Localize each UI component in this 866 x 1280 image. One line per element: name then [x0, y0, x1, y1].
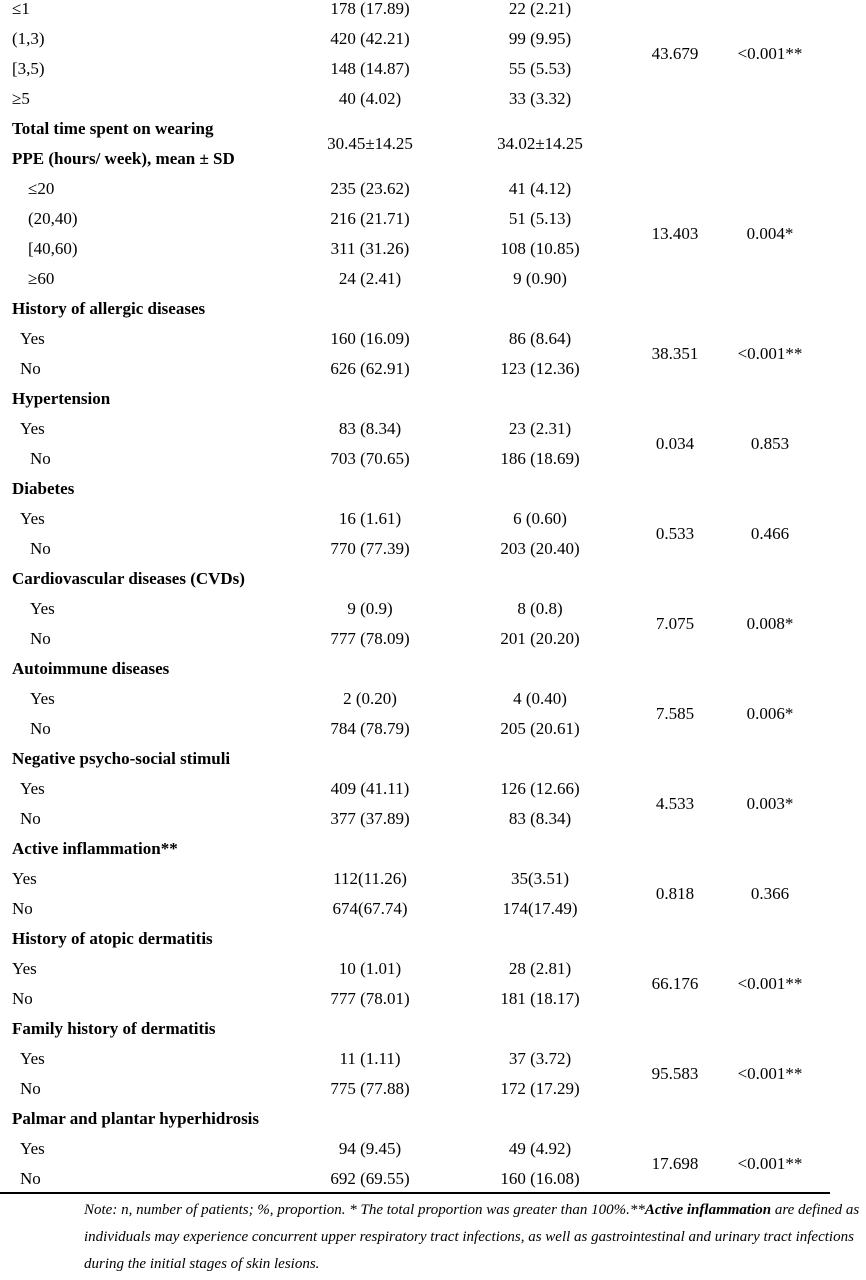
cell-col2: 37 (3.72) [508, 1049, 572, 1068]
cell-col2: 28 (2.81) [508, 959, 572, 978]
p-value: 0.006* [746, 704, 794, 723]
cell-col1: 83 (8.34) [338, 419, 402, 438]
cell-col2: 126 (12.66) [500, 779, 580, 798]
cell-col2: 9 (0.90) [513, 269, 567, 288]
p-value: 0.003* [746, 794, 794, 813]
row-label: ≤1 [12, 0, 30, 18]
cell-col1: 148 (14.87) [330, 59, 410, 78]
row-label: ≥60 [28, 269, 55, 288]
table-row [0, 174, 830, 204]
table-bottom-rule [0, 1192, 830, 1194]
cell-col2: 51 (5.13) [508, 209, 572, 228]
cell-col1: 777 (78.09) [330, 629, 410, 648]
cell-col2: 123 (12.36) [500, 359, 580, 378]
row-label: Palmar and plantar hyperhidrosis [12, 1109, 260, 1128]
chi-square-value: 38.351 [651, 344, 699, 363]
row-label: PPE (hours/ week), mean ± SD [12, 149, 235, 168]
row-label: Autoimmune diseases [12, 659, 170, 678]
row-label: Yes [20, 1139, 45, 1158]
cell-col2: 174(17.49) [502, 899, 578, 918]
row-label: No [12, 989, 33, 1008]
p-value: 0.466 [750, 524, 790, 543]
cell-col2: 49 (4.92) [508, 1139, 572, 1158]
row-label: [3,5) [12, 59, 45, 78]
cell-col2: 186 (18.69) [500, 449, 580, 468]
chi-square-value: 0.533 [655, 524, 695, 543]
cell-col1: 703 (70.65) [330, 449, 410, 468]
row-label: Yes [20, 509, 45, 528]
cell-col1: 235 (23.62) [330, 179, 410, 198]
cell-col1: 94 (9.45) [338, 1139, 402, 1158]
cell-col1: 770 (77.39) [330, 539, 410, 558]
cell-col1: 16 (1.61) [338, 509, 402, 528]
row-label: Hypertension [12, 389, 111, 408]
ppe-mean-col1: 30.45±14.25 [327, 134, 413, 153]
table-row [0, 84, 830, 114]
cell-col2: 160 (16.08) [500, 1169, 580, 1188]
cell-col1: 9 (0.9) [347, 599, 393, 618]
p-value: <0.001** [737, 1064, 803, 1083]
cell-col1: 112(11.26) [333, 869, 407, 888]
cell-col2: 41 (4.12) [508, 179, 572, 198]
chi-square-value: 17.698 [651, 1154, 699, 1173]
table-row [0, 0, 830, 24]
p-value: <0.001** [737, 974, 803, 993]
row-label: ≥5 [12, 89, 30, 108]
cell-col2: 23 (2.31) [508, 419, 572, 438]
note-prefix: Note: n, number of patients; %, proportion. * The total proportion was greater than 100%.** [84, 1202, 645, 1218]
note-suffix: are defined as individuals may experience concurrent upper respiratory tract infections, as well as gastrointestinal and urinary tract infections during the initial stages of skin lesions. [84, 1202, 860, 1272]
row-label: No [30, 449, 51, 468]
table-group-header [0, 1104, 830, 1134]
table-row [0, 264, 830, 294]
cell-col2: 172 (17.29) [500, 1079, 580, 1098]
row-label: Yes [30, 689, 55, 708]
row-label: No [20, 359, 41, 378]
table-group-header [0, 294, 830, 324]
cell-col2: 108 (10.85) [500, 239, 580, 258]
row-label: Yes [30, 599, 55, 618]
chi-square-value: 0.034 [655, 434, 695, 453]
chi-square-value: 4.533 [655, 794, 695, 813]
cell-col1: 178 (17.89) [330, 0, 410, 18]
cell-col1: 11 (1.11) [339, 1049, 401, 1068]
row-label: Diabetes [12, 479, 75, 498]
cell-col2: 35(3.51) [510, 869, 570, 888]
cell-col2: 205 (20.61) [500, 719, 580, 738]
table-group-header [0, 744, 830, 774]
row-label: No [30, 719, 51, 738]
cell-col1: 160 (16.09) [330, 329, 410, 348]
cell-col1: 692 (69.55) [330, 1169, 410, 1188]
p-value: <0.001** [737, 344, 803, 363]
row-label: Cardiovascular diseases (CVDs) [12, 569, 245, 588]
cell-col1: 777 (78.01) [330, 989, 410, 1008]
cell-col1: 216 (21.71) [330, 209, 410, 228]
p-value: 0.366 [750, 884, 790, 903]
row-label: Family history of dermatitis [12, 1019, 216, 1038]
table-group-header [0, 564, 830, 594]
cell-col2: 33 (3.32) [508, 89, 572, 108]
table-group-header [0, 384, 830, 414]
row-label: Yes [20, 1049, 45, 1068]
table-note [84, 1197, 864, 1278]
cell-col1: 2 (0.20) [343, 689, 397, 708]
chi-square-value: 66.176 [651, 974, 699, 993]
chi-square-value: 7.075 [655, 614, 695, 633]
row-label: No [20, 809, 41, 828]
cell-col2: 6 (0.60) [513, 509, 567, 528]
table-group-header [0, 834, 830, 864]
chi-square-value: 95.583 [651, 1064, 699, 1083]
cell-col2: 201 (20.20) [500, 629, 580, 648]
row-label: Negative psycho-social stimuli [12, 749, 231, 768]
row-label: No [30, 629, 51, 648]
cell-col2: 8 (0.8) [517, 599, 563, 618]
cell-col1: 409 (41.11) [330, 779, 410, 798]
chi-square-value: 43.679 [651, 44, 699, 63]
row-label: ≤20 [28, 179, 55, 198]
cell-col1: 775 (77.88) [330, 1079, 410, 1098]
table-group-header [0, 654, 830, 684]
chi-square-value: 0.818 [655, 884, 695, 903]
p-value: 0.853 [750, 434, 790, 453]
cell-col1: 784 (78.79) [330, 719, 410, 738]
row-label: Total time spent on wearing [12, 119, 214, 138]
cell-col2: 86 (8.64) [508, 329, 572, 348]
row-label: Yes [20, 329, 45, 348]
cell-col2: 203 (20.40) [500, 539, 580, 558]
ppe-mean-col2: 34.02±14.25 [497, 134, 583, 153]
row-label: No [20, 1079, 41, 1098]
row-label: Active inflammation** [12, 839, 178, 858]
chi-square-value: 7.585 [655, 704, 695, 723]
row-label: Yes [12, 959, 37, 978]
cell-col1: 420 (42.21) [330, 29, 410, 48]
row-label: (20,40) [28, 209, 78, 228]
cell-col1: 674(67.74) [332, 899, 408, 918]
row-label: (1,3) [12, 29, 45, 48]
p-value: 0.004* [746, 224, 794, 243]
note-bold-term: Active inflammation [644, 1202, 772, 1218]
row-label: No [30, 539, 51, 558]
p-value: <0.001** [737, 44, 803, 63]
cell-col1: 626 (62.91) [330, 359, 410, 378]
p-value: 0.008* [746, 614, 794, 633]
row-label: [40,60) [28, 239, 78, 258]
row-label: Yes [12, 869, 37, 888]
cell-col2: 55 (5.53) [508, 59, 572, 78]
row-label: Yes [20, 419, 45, 438]
cell-col1: 311 (31.26) [330, 239, 410, 258]
chi-square-value: 13.403 [651, 224, 699, 243]
cell-col2: 83 (8.34) [508, 809, 572, 828]
row-label: Yes [20, 779, 45, 798]
table-group-header [0, 474, 830, 504]
table-group-header [0, 924, 830, 954]
cell-col1: 377 (37.89) [330, 809, 410, 828]
cell-col1: 24 (2.41) [338, 269, 402, 288]
row-label: History of allergic diseases [12, 299, 206, 318]
table-group-header [0, 1014, 830, 1044]
cell-col2: 22 (2.21) [508, 0, 572, 18]
cell-col2: 4 (0.40) [513, 689, 567, 708]
p-value: <0.001** [737, 1154, 803, 1173]
cell-col1: 40 (4.02) [338, 89, 402, 108]
row-label: No [20, 1169, 41, 1188]
row-label: No [12, 899, 33, 918]
cell-col2: 181 (18.17) [500, 989, 580, 1008]
cell-col1: 10 (1.01) [338, 959, 402, 978]
cell-col2: 99 (9.95) [508, 29, 572, 48]
row-label: History of atopic dermatitis [12, 929, 213, 948]
